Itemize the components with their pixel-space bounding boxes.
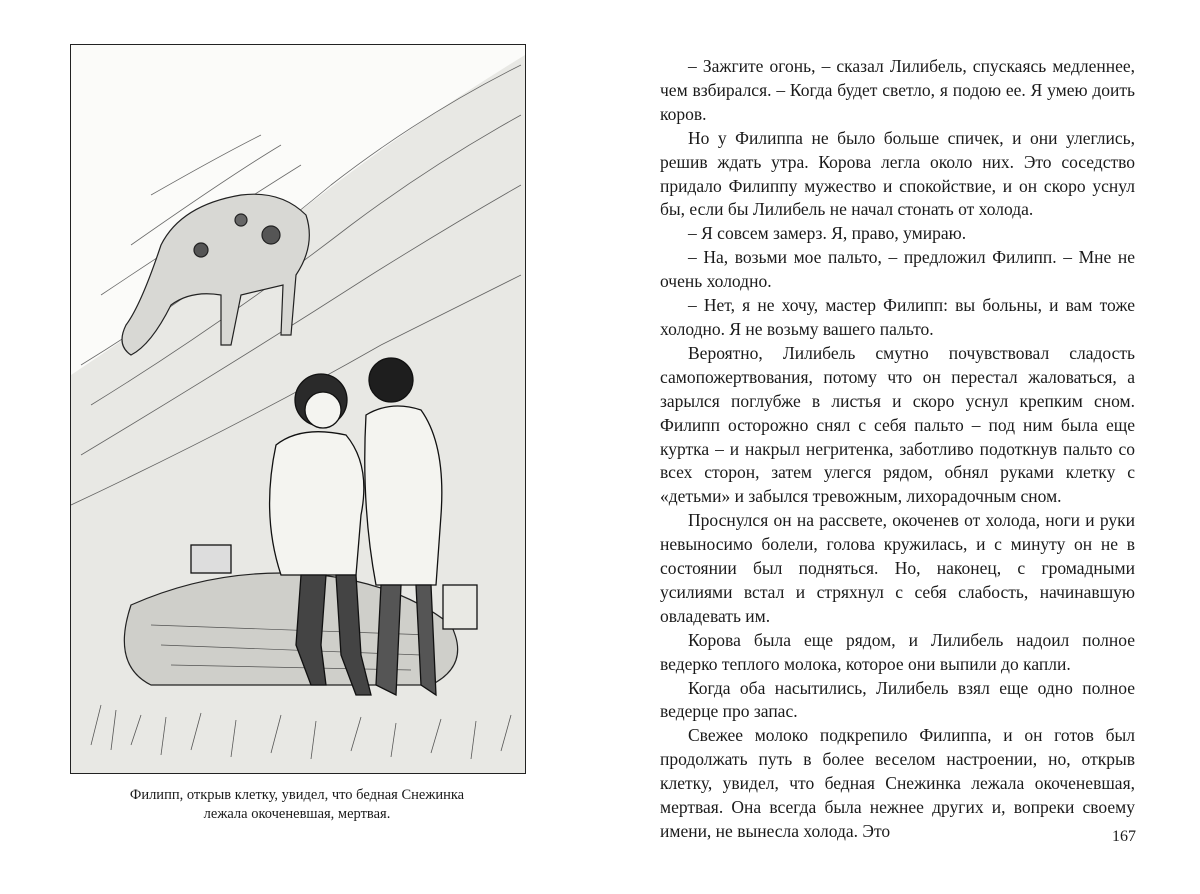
body-text [660, 55, 1135, 844]
paragraph: Когда оба насытились, Лилибель взял еще одно полное ведерце про запас. [660, 677, 1135, 722]
paragraph: Но у Филиппа не было больше спичек, и они улеглись, решив ждать утра. Корова легла около них. Это соседство придало Филиппу мужество и спокойствие, и он скоро уснул бы, если бы Лилибель не начал стонать от холода. [660, 127, 1135, 220]
paragraph: Корова была еще рядом, и Лилибель надоил полное ведерко теплого молока, которое они выпили до капли. [660, 629, 1135, 674]
paragraph: – Я совсем замерз. Я, право, умираю. [688, 223, 967, 244]
paragraph: Проснулся он на рассвете, окоченев от холода, ноги и руки невыносимо болели, голова кружилась, и с минуту он не в состоянии был подняться. Но, наконец, с громадными усилиями встал и стряхнул с себя слабость, начинавшую овладевать им. [660, 510, 1135, 626]
paragraph: Вероятно, Лилибель смутно почувствовал сладость самопожертвования, потому что он перестал жаловаться, а зарылся поглубже в листья и скоро уснул крепким сном. Филипп осторожно снял с себя пальто – под ним была еще куртка – и накрыл негритенка, заботливо подоткнув пальто со всех сторон, затем улегся рядом, обнял руками клетку с «детьми» и забылся тревожным, лихорадочным сном. [660, 342, 1135, 507]
paragraph: Свежее молоко подкрепило Филиппа, и он готов был продолжать путь в более веселом настроении, но, открыв клетку, увидел, что бедная Снежинка лежала окоченевшая, мертвая. Она всегда была нежнее других и, вопреки своему имени, не вынесла холода. Это [660, 725, 1135, 841]
caption-line: Филипп, открыв клетку, увидел, что бедная Снежинка [129, 787, 465, 803]
paragraph: – Зажгите огонь, – сказал Лилибель, спускаясь медленнее, чем взбирался. – Когда будет светло, я подою ее. Я умею доить коров. [660, 56, 1135, 124]
page-number: 167 [1112, 828, 1136, 845]
illustration [70, 44, 526, 774]
illustration-caption [70, 786, 524, 824]
paragraph: – На, возьми мое пальто, – предложил Филипп. – Мне не очень холодно. [660, 247, 1135, 292]
caption-line: лежала окоченевшая, мертвая. [203, 806, 391, 822]
engraving-drawing [71, 45, 525, 773]
paragraph: – Нет, я не хочу, мастер Филипп: вы больны, и вам тоже холодно. Я не возьму вашего пальто. [660, 295, 1135, 339]
